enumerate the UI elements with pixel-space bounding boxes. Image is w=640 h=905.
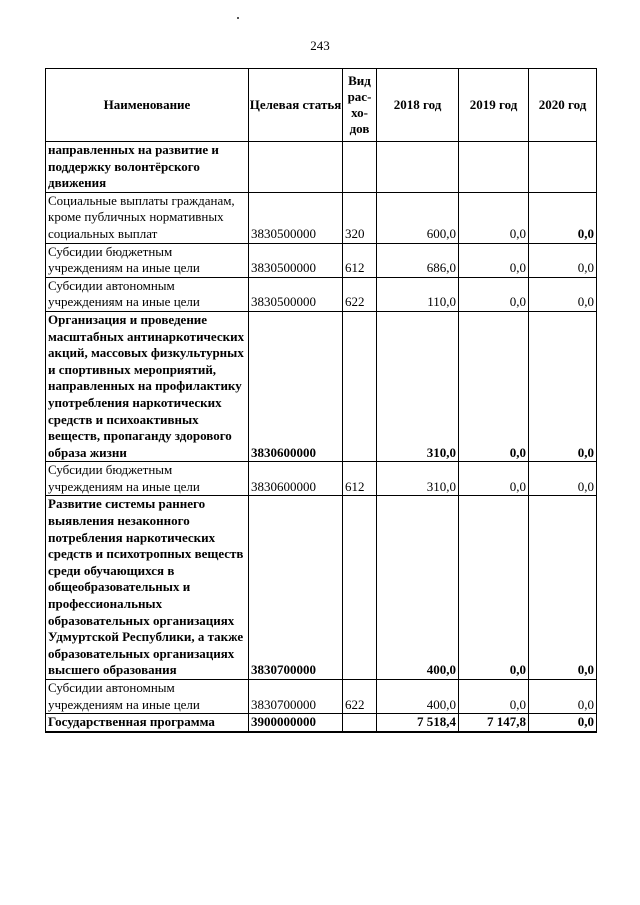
table-row: [46, 680, 597, 714]
row-code: 3900000000: [249, 714, 343, 732]
row-name: Государственная программа: [46, 714, 249, 732]
table-row: [46, 311, 597, 461]
row-2019: 0,0: [459, 496, 529, 680]
row-code: 3830500000: [249, 277, 343, 311]
page-number: 243: [310, 38, 330, 53]
row-2018: [377, 142, 459, 193]
header-2019: 2019 год: [459, 69, 529, 142]
table-row: [46, 496, 597, 680]
header-2020: 2020 год: [529, 69, 597, 142]
row-2019: [459, 142, 529, 193]
row-name: Субсидии автономным учреждениям на иные цели: [46, 680, 249, 714]
table-row: [46, 192, 597, 243]
row-2020: 0,0: [529, 243, 597, 277]
table-row: [46, 277, 597, 311]
row-2018: 686,0: [377, 243, 459, 277]
row-code: 3830600000: [249, 462, 343, 496]
row-2018: 310,0: [377, 462, 459, 496]
row-vid: [343, 496, 377, 680]
row-2020: [529, 142, 597, 193]
row-2020: 0,0: [529, 311, 597, 461]
row-2018: 400,0: [377, 680, 459, 714]
row-2019: 7 147,8: [459, 714, 529, 732]
row-vid: 612: [343, 462, 377, 496]
row-name: Организация и проведение масштабных антинаркотических акций, массовых физкультурных и спортивных мероприятий, направленных на профилактику употребления наркотических средств и психоактивных веществ, пропаганду здорового образа жизни: [46, 311, 249, 461]
row-2019: 0,0: [459, 462, 529, 496]
row-code: 3830600000: [249, 311, 343, 461]
row-2020: 0,0: [529, 462, 597, 496]
row-name: Субсидии бюджетным учреждениям на иные цели: [46, 462, 249, 496]
row-name: Социальные выплаты гражданам, кроме публичных нормативных социальных выплат: [46, 192, 249, 243]
row-2019: 0,0: [459, 243, 529, 277]
row-2018: 7 518,4: [377, 714, 459, 732]
row-name: Развитие системы раннего выявления незаконного потребления наркотических средств и психотропных веществ среди обучающихся в общеобразовательных и профессиональных образовательных организациях Удмуртской Республики, а также образовательных организациях высшего образования: [46, 496, 249, 680]
row-code: [249, 142, 343, 193]
row-vid: 622: [343, 680, 377, 714]
row-2018: 110,0: [377, 277, 459, 311]
header-2018: 2018 год: [377, 69, 459, 142]
table-row: [46, 243, 597, 277]
row-2018: 600,0: [377, 192, 459, 243]
row-code: 3830500000: [249, 243, 343, 277]
row-2020: 0,0: [529, 496, 597, 680]
row-2018: 310,0: [377, 311, 459, 461]
row-2020: 0,0: [529, 714, 597, 732]
row-vid: [343, 142, 377, 193]
header-code: Целевая статья: [249, 69, 343, 142]
row-2019: 0,0: [459, 277, 529, 311]
row-2019: 0,0: [459, 311, 529, 461]
row-name: Субсидии бюджетным учреждениям на иные цели: [46, 243, 249, 277]
row-2018: 400,0: [377, 496, 459, 680]
row-2020: 0,0: [529, 680, 597, 714]
row-2019: 0,0: [459, 192, 529, 243]
row-code: 3830700000: [249, 496, 343, 680]
row-2019: 0,0: [459, 680, 529, 714]
row-vid: [343, 714, 377, 732]
row-vid: 622: [343, 277, 377, 311]
row-name: Субсидии автономным учреждениям на иные цели: [46, 277, 249, 311]
row-code: 3830500000: [249, 192, 343, 243]
row-code: 3830700000: [249, 680, 343, 714]
scan-speck: [237, 17, 239, 19]
table-row: [46, 462, 597, 496]
row-vid: 320: [343, 192, 377, 243]
row-vid: [343, 311, 377, 461]
row-2020: 0,0: [529, 192, 597, 243]
table-row: [46, 142, 597, 193]
header-row: [46, 69, 597, 142]
header-vid: Вид рас- хо- дов: [343, 69, 377, 142]
row-name: направленных на развитие и поддержку волонтёрского движения: [46, 142, 249, 193]
budget-table: [45, 68, 597, 733]
header-name: Наименование: [46, 69, 249, 142]
row-vid: 612: [343, 243, 377, 277]
row-2020: 0,0: [529, 277, 597, 311]
table-row-total: [46, 714, 597, 732]
